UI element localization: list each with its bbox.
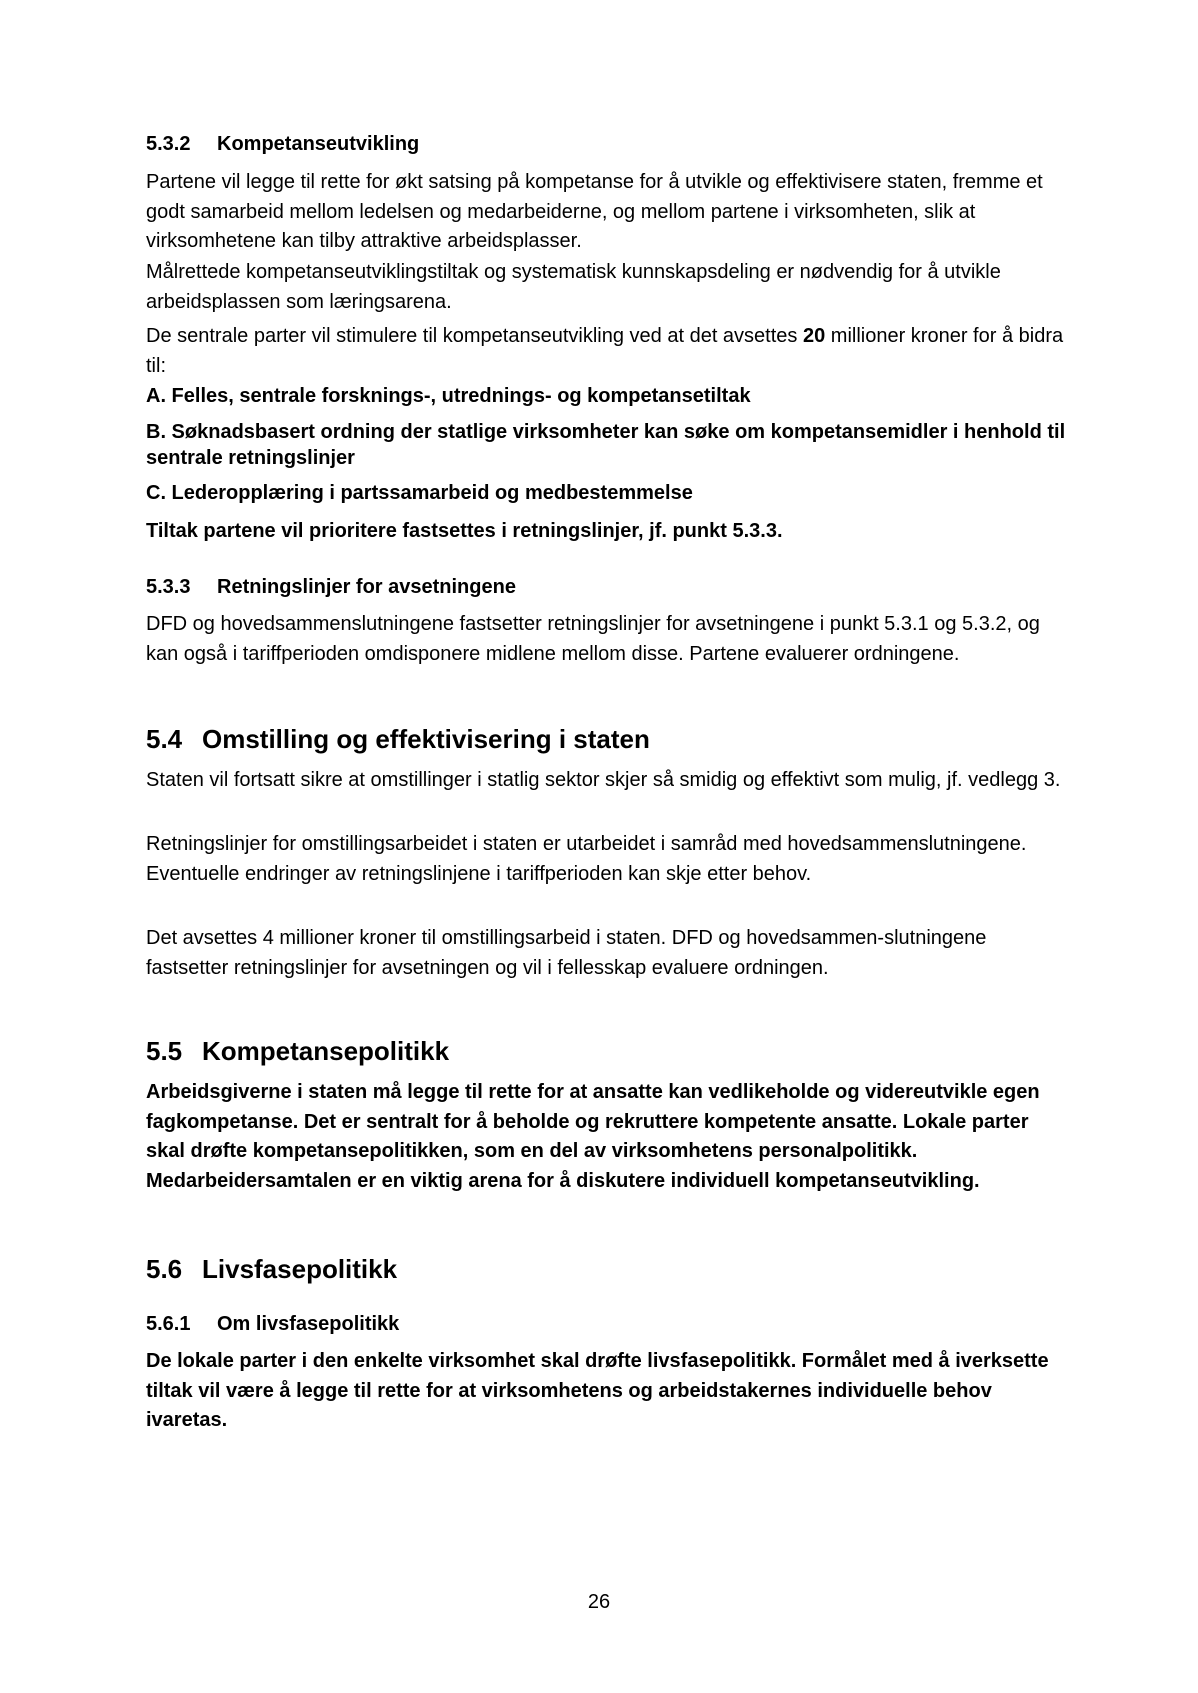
list-item-c: C. Lederopplæring i partssamarbeid og medbestemmelse: [146, 482, 693, 504]
text-run: De sentrale parter vil stimulere til kompetanseutvikling ved at det avsettes: [146, 325, 803, 347]
paragraph: Partene vil legge til rette for økt satsing på kompetanse for å utvikle og effektivisere staten, fremme et godt samarbeid mellom ledelsen og medarbeiderne, og mellom partene i virksomheten, slik at virksomhetene kan tilby attraktive arbeidsplasser.: [146, 171, 1043, 252]
list-item-a: A. Felles, sentrale forsknings-, utrednings- og kompetansetiltak: [146, 385, 751, 407]
paragraph: [146, 322, 1066, 381]
note: Tiltak partene vil prioritere fastsettes i retningslinjer, jf. punkt 5.3.3.: [146, 520, 783, 542]
paragraph: De lokale parter i den enkelte virksomhet skal drøfte livsfasepolitikk. Formålet med å iverksette tiltak vil være å legge til rette for at virksomhetens og arbeidstakernes individuelle behov ivaretas.: [146, 1350, 1049, 1431]
heading-number: 5.6: [146, 1254, 183, 1284]
heading-title: Kompetanseutvikling: [217, 133, 420, 155]
heading-title: Retningslinjer for avsetningene: [217, 576, 516, 598]
paragraph: Staten vil fortsatt sikre at omstillinger i statlig sektor skjer så smidig og effektivt som mulig, jf. vedlegg 3.: [146, 769, 1061, 791]
paragraph: Målrettede kompetanseutviklingstiltak og systematisk kunnskapsdeling er nødvendig for å utvikle arbeidsplassen som læringsarena.: [146, 261, 1001, 313]
list-item-b: B. Søknadsbasert ordning der statlige virksomheter kan søke om kompetansemidler i henhold til sentrale retningslinjer: [146, 421, 1066, 469]
heading-number: 5.3.2: [146, 133, 191, 155]
paragraph: Arbeidsgiverne i staten må legge til rette for at ansatte kan vedlikeholde og videreutvikle egen fagkompetanse. Det er sentralt for å beholde og rekruttere kompetente ansatte. Lokale parter skal drøfte kompetansepolitikken, som en del av virksomhetens personalpolitikk. Medarbeidersamtalen er en viktig arena for å diskutere individuell kompetanseutvikling.: [146, 1081, 1040, 1192]
heading-5-4: [146, 722, 650, 756]
heading-number: 5.3.3: [146, 576, 191, 598]
heading-5-3-3: [146, 573, 516, 601]
text-run: millioner kroner for å bidra til:: [146, 325, 1064, 377]
paragraph: Retningslinjer for omstillingsarbeidet i staten er utarbeidet i samråd med hovedsammenslutningene. Eventuelle endringer av retningslinjene i tariffperioden kan skje etter behov.: [146, 833, 1027, 885]
heading-5-3-2: [146, 130, 419, 158]
heading-5-6: [146, 1252, 397, 1286]
heading-title: Om livsfasepolitikk: [217, 1313, 400, 1335]
heading-number: 5.5: [146, 1036, 183, 1066]
paragraph: DFD og hovedsammenslutningene fastsetter retningslinjer for avsetningene i punkt 5.3.1 og 5.3.2, og kan også i tariffperioden omdisponere midlene mellom disse. Partene evaluerer ordningene.: [146, 613, 1040, 665]
heading-title: Livsfasepolitikk: [202, 1254, 398, 1284]
heading-5-6-1: [146, 1310, 399, 1338]
amount: 20: [802, 325, 826, 347]
heading-number: 5.6.1: [146, 1313, 191, 1335]
heading-number: 5.4: [146, 724, 183, 754]
heading-title: Kompetansepolitikk: [202, 1036, 450, 1066]
heading-title: Omstilling og effektivisering i staten: [202, 724, 650, 754]
heading-5-5: [146, 1034, 449, 1068]
paragraph: Det avsettes 4 millioner kroner til omstillingsarbeid i staten. DFD og hovedsammen-slutningene fastsetter retningslinjer for avsetningen og vil i fellesskap evaluere ordningen.: [146, 927, 987, 979]
page-number: 26: [587, 1591, 611, 1613]
